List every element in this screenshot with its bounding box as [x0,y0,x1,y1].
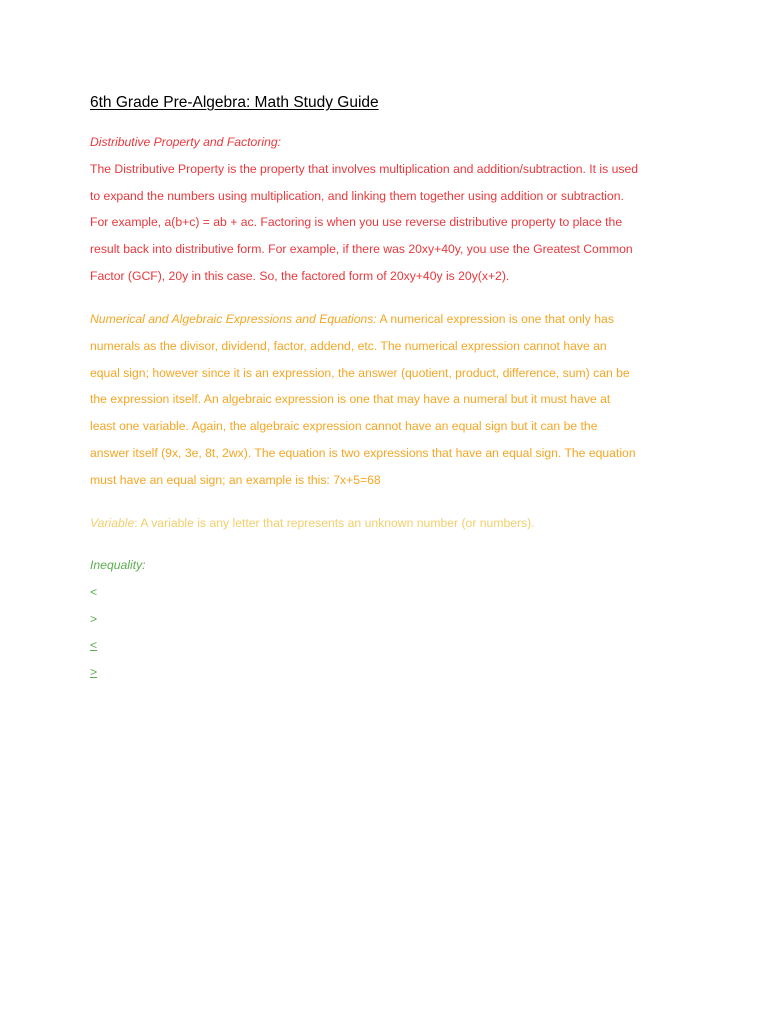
distributive-line: result back into distributive form. For example, if there was 20xy+40y, you use the Greatest Common [90,242,633,257]
expressions-line: least one variable. Again, the algebraic expression cannot have an equal sign but it can be the [90,419,598,434]
distributive-line: The Distributive Property is the property that involves multiplication and addition/subtraction. It is used [90,161,639,176]
distributive-line: to expand the numbers using multiplication, and linking them together using addition or subtraction. [90,188,624,203]
expressions-first-line [90,306,690,333]
distributive-section [90,129,690,290]
greater-than-symbol: > [90,611,98,626]
distributive-line: Factor (GCF), 20y in this case. So, the factored form of 20xy+40y is 20y(x+2). [90,268,510,283]
distributive-heading: Distributive Property and Factoring: [90,135,282,149]
expressions-line: answer itself (9x, 3e, 8t, 2wx). The equation is two expressions that have an equal sign. The equation [90,445,636,460]
less-than-or-equal-symbol: < [90,638,98,653]
page-title: 6th Grade Pre-Algebra: Math Study Guide [90,94,379,111]
expressions-line: must have an equal sign; an example is this: 7x+5=68 [90,472,381,487]
inequality-heading: Inequality: [90,558,146,572]
expressions-first-line-text: A numerical expression is one that only has [376,312,614,326]
variable-section [90,510,690,537]
distributive-line: For example, a(b+c) = ab + ac. Factoring is when you use reverse distributive property to place the [90,215,623,230]
expressions-line: numerals as the divisor, dividend, factor, addend, etc. The numerical expression cannot have an [90,338,607,353]
inequality-section [90,552,690,686]
expressions-line: equal sign; however since it is an expression, the answer (quotient, product, difference, sum) can be [90,365,630,380]
variable-definition: : A variable is any letter that represents an unknown number (or numbers). [134,516,535,530]
expressions-heading: Numerical and Algebraic Expressions and Equations: [90,312,377,326]
variable-heading: Variable [90,516,135,530]
expressions-section [90,306,690,494]
variable-line [90,510,690,537]
expressions-line: the expression itself. An algebraic expression is one that may have a numeral but it must have at [90,392,611,407]
less-than-symbol: < [90,584,98,599]
greater-than-or-equal-symbol: > [90,665,98,680]
